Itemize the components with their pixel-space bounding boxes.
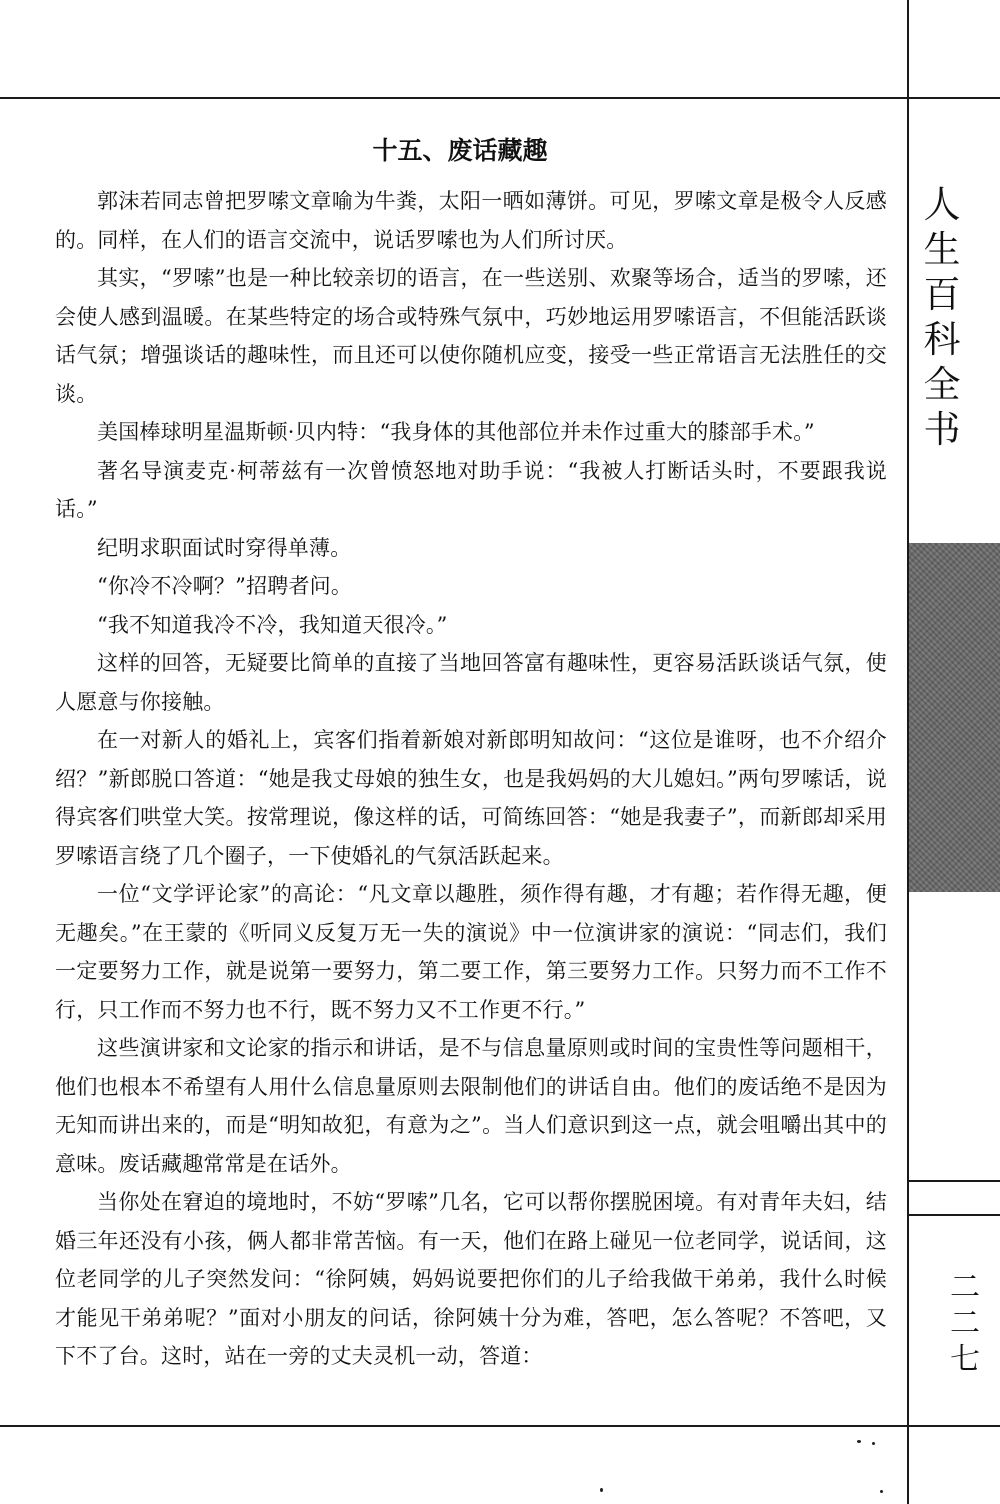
page-number-rule-bottom <box>907 1214 1000 1216</box>
section-title: 十五、废话藏趣 <box>372 136 548 165</box>
paragraph: “我不知道我冷不冷，我知道天很冷。” <box>97 612 448 637</box>
paragraph: 美国棒球明星温斯顿·贝内特：“我身体的其他部位并未作过重大的膝部手术。” <box>97 420 815 444</box>
margin-gray-band <box>909 543 1000 892</box>
paragraph: 这些演讲家和文论家的指示和讲话，是不与信息量原则或时间的宝贵性等问题相干，他们也根本不希望有人用什么信息量原则去限制他们的讲话自由。他们的废话绝不是因为无知而讲出来的，而是“明知故犯，有意为之”。当人们意识到这一点，就会咀嚼出其中的意味。废话藏趣常常是在话外。 <box>55 1036 887 1176</box>
page-number-char: 二 <box>950 1306 980 1341</box>
scan-speck <box>857 1440 861 1443</box>
paragraph: 著名导演麦克·柯蒂兹有一次曾愤怒地对助手说：“我被人打断话头时，不要跟我说话。” <box>55 458 887 521</box>
paragraph: 其实，“罗嗦”也是一种比较亲切的语言，在一些送别、欢聚等场合，适当的罗嗦，还会使人感到温暖。在某些特定的场合或特殊气氛中，巧妙地运用罗嗦语言，不但能活跃谈话气氛；增强谈话的趣味性，而且还可以使你随机应变，接受一些正常语言无法胜任的交谈。 <box>55 266 887 406</box>
series-title-char: 科 <box>923 318 961 361</box>
scan-speck <box>872 1442 875 1445</box>
series-title-char: 书 <box>923 408 961 451</box>
paragraph: 这样的回答，无疑要比简单的直接了当地回答富有趣味性，更容易活跃谈话气氛，使人愿意与你接触。 <box>55 651 887 714</box>
paragraph: 郭沫若同志曾把罗嗦文章喻为牛粪，太阳一晒如薄饼。可见，罗嗦文章是极令人反感的。同样，在人们的语言交流中，说话罗嗦也为人们所讨厌。 <box>55 189 887 252</box>
series-title-char: 百 <box>923 273 961 316</box>
paragraph: 在一对新人的婚礼上，宾客们指着新娘对新郎明知故问：“这位是谁呀，也不介绍介绍？”新郎脱口答道：“她是我丈母娘的独生女，也是我妈妈的大儿媳妇。”两句罗嗦话，说得宾客们哄堂大笑。按常理说，像这样的话，可简练回答：“她是我妻子”，而新郎却采用罗嗦语言绕了几个圈子，一下使婚礼的气氛活跃起来。 <box>55 728 887 868</box>
paragraph: 纪明求职面试时穿得单薄。 <box>97 535 352 560</box>
series-title-char: 人 <box>923 183 961 226</box>
series-title-char: 全 <box>923 363 961 406</box>
footer-rule <box>0 1425 1000 1427</box>
header-rule <box>0 97 1000 99</box>
series-title <box>912 182 972 452</box>
series-title-char: 生 <box>923 228 961 271</box>
page-number-rule-top <box>907 1180 1000 1182</box>
paragraph: 一位“文学评论家”的高论：“凡文章以趣胜，须作得有趣，才有趣；若作得无趣，便无趣矣。”在王蒙的《听同义反复万无一失的演说》中一位演讲家的演说：“同志们，我们一定要努力工作，就是说第一要努力，第二要工作，第三要努力工作。只努力而不工作不行，只工作而不努力也不行，既不努力又不工作更不行。” <box>55 882 887 1022</box>
paragraph: “你冷不冷啊？”招聘者问。 <box>97 574 353 598</box>
body-text <box>55 182 887 1376</box>
scan-speck <box>600 1488 603 1492</box>
page-number-char: 二 <box>950 1270 980 1305</box>
paragraph: 当你处在窘迫的境地时，不妨“罗嗦”几名，它可以帮你摆脱困境。有对青年夫妇，结婚三年还没有小孩，俩人都非常苦恼。有一天，他们在路上碰见一位老同学，说话间，这位老同学的儿子突然发问：“徐阿姨，妈妈说要把你们的儿子给我做干弟弟，我什么时候才能见干弟弟呢？”面对小朋友的问话，徐阿姨十分为难，答吧，怎么答呢？不答吧，又下不了台。这时，站在一旁的丈夫灵机一动，答道： <box>55 1190 887 1368</box>
scan-speck <box>880 1490 883 1493</box>
page-number <box>945 1270 985 1378</box>
page-number-char: 七 <box>950 1342 980 1377</box>
